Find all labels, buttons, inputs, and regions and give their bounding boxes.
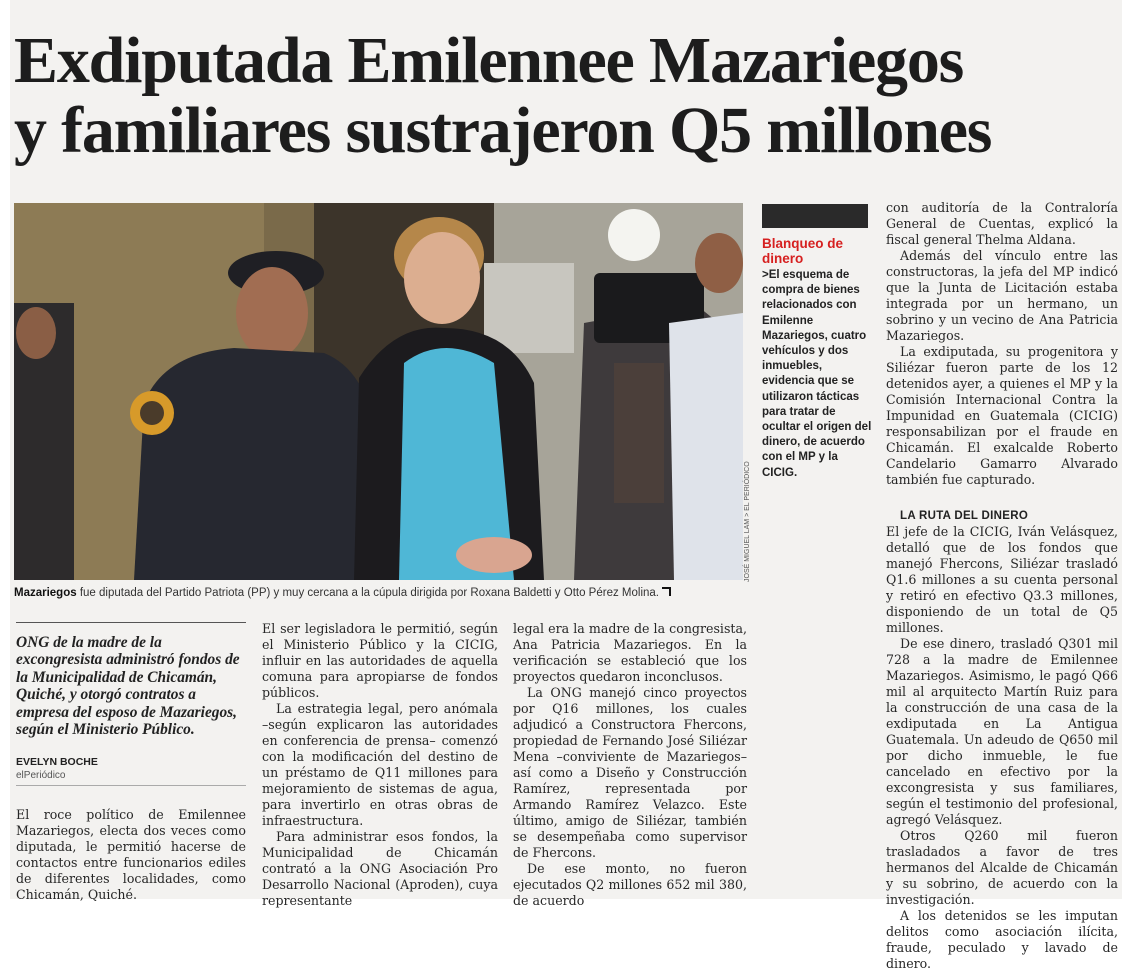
sidebar-title: Blanqueo de dinero bbox=[762, 236, 844, 266]
news-photo-illustration bbox=[14, 203, 743, 580]
column-4 bbox=[886, 200, 1118, 972]
sidebar-body: >El esquema de compra de bienes relacionados con Emilenne Mazariegos, cuatro vehículos y dos inmuebles, evidencia que se utilizaron tácticas para tratar de ocultar el origen del dinero, de acuerdo con el MP y la CICIG. bbox=[762, 269, 872, 479]
byline: EVELYN BOCHE bbox=[16, 756, 98, 768]
section-subhead: LA RUTA DEL DINERO bbox=[900, 510, 1029, 522]
paragraph: legal era la madre de la congresista, Ana Patricia Mazariegos. En la verificación se estableció que los proyectos quedaron inconclusos. bbox=[513, 621, 747, 684]
sidebar-header-bar bbox=[762, 204, 868, 228]
column-1 bbox=[16, 807, 246, 903]
paragraph: El roce político de Emilennee Mazariegos, electa dos veces como diputada, le permitió hacerse de contactos entre funcionarios ediles de diferentes localidades, como Chicamán, Quiché. bbox=[16, 807, 246, 902]
paragraph: Para administrar esos fondos, la Municipalidad de Chicamán contrató a la ONG Asociación Pro Desarrollo Nacional (Aproden), cuya representante bbox=[262, 829, 498, 908]
paragraph: De ese monto, no fueron ejecutados Q2 millones 652 mil 380, de acuerdo bbox=[513, 861, 747, 908]
end-mark-icon bbox=[662, 587, 671, 596]
byline-rule bbox=[16, 785, 246, 786]
paragraph: con auditoría de la Contraloría General de Cuentas, explicó la fiscal general Thelma Aldana. bbox=[886, 200, 1118, 247]
photo-caption bbox=[14, 587, 744, 599]
paragraph: El ser legisladora le permitió, según el Ministerio Público y la CICIG, influir en las autoridades de aquella comuna para apropiarse de fondos públicos. bbox=[262, 621, 498, 700]
paragraph: Otros Q260 mil fueron trasladados a favor de tres hermanos del Alcalde de Chicamán y su sobrino, de acuerdo con la investigación. bbox=[886, 828, 1118, 907]
lede: ONG de la madre de la excongresista administró fondos de la Municipalidad de Chicamán, Quiché, y otorgó contratos a empresa del esposo de Mazariegos, según el Ministerio Público. bbox=[16, 634, 240, 739]
column-3 bbox=[513, 621, 747, 909]
headline-line-1: Exdiputada Emilennee Mazariegos bbox=[14, 24, 964, 97]
paragraph: La estrategia legal, pero anómala –según explicaron las autoridades en conferencia de prensa– comenzó con la modificación del destino de un préstamo de Q11 millones para mejoramiento de sistemas de agua, para invertirlo en otras obras de infraestructura. bbox=[262, 701, 498, 828]
publication-name: elPeriódico bbox=[16, 770, 66, 781]
photo-credit: JOSÉ MIGUEL LAM > EL PERIÓDICO bbox=[744, 461, 751, 582]
lede-rule bbox=[16, 622, 246, 623]
paragraph: El jefe de la CICIG, Iván Velásquez, detalló que de los fondos que manejó Fhercons, Siliézar trasladó Q1.6 millones a su cuenta personal y retiró en efectivo Q3.3 millones, disponiendo de un total de Q5 millones. bbox=[886, 524, 1118, 635]
paragraph: Además del vínculo entre las constructoras, la jefa del MP indicó que la Junta de Licitación estaba integrada por un hermano, un sobrino y un vecino de Ana Patricia Mazariegos. bbox=[886, 248, 1118, 343]
news-photo bbox=[14, 203, 743, 580]
headline bbox=[14, 26, 1114, 166]
caption-text: fue diputada del Partido Patriota (PP) y muy cercana a la cúpula dirigida por Roxana Baldetti y Otto Pérez Molina. bbox=[76, 587, 659, 599]
paragraph: A los detenidos se les imputan delitos como asociación ilícita, fraude, peculado y lavado de dinero. bbox=[886, 908, 1118, 971]
paragraph: De ese dinero, trasladó Q301 mil 728 a la madre de Emilennee Mazariegos. Asimismo, le pagó Q66 mil al arquitecto Martín Ruiz para la construcción de una casa de la exdiputada en La Antigua Guatemala. Un adeudo de Q650 mil por dicho inmueble, le fue cancelado en efectivo por la excongresista y sus familiares, según el testimonio del profesional, agregó Velásquez. bbox=[886, 636, 1118, 827]
paragraph: La exdiputada, su progenitora y Siliézar fueron parte de los 12 detenidos ayer, a quienes el MP y la Comisión Internacional Contra la Impunidad en Guatemala (CICIG) responsabilizan por el fraude en Chicamán. El exalcalde Roberto Candelario Gamarro Alvarado también fue capturado. bbox=[886, 344, 1118, 487]
paragraph: La ONG manejó cinco proyectos por Q16 millones, los cuales adjudicó a Constructora Fhercons, propiedad de Fernando José Siliézar Mena –conviviente de Mazariegos– así como a Diseño y Construcción Ramírez, representada por Armando Ramírez Velazco. Este último, amigo de Siliézar, también se desempeñaba como supervisor de Fhercons. bbox=[513, 685, 747, 860]
caption-name: Mazariegos bbox=[14, 587, 77, 599]
headline-line-2: y familiares sustrajeron Q5 millones bbox=[14, 94, 992, 167]
column-2 bbox=[262, 621, 498, 909]
